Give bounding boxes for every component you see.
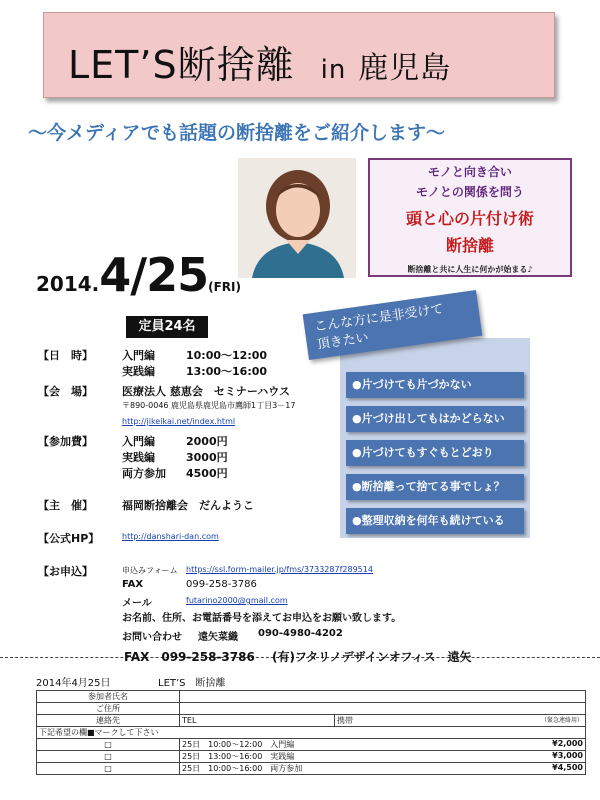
datetime-name-1: 入門編	[122, 349, 155, 362]
datetime-time-1: 10:00～12:00	[186, 349, 268, 362]
date-year: 2014.	[36, 272, 100, 296]
datetime-label: 【日 時】	[38, 349, 93, 362]
form-option-price: ¥2,000	[552, 739, 583, 748]
contact-name: 遠矢菜織	[198, 632, 238, 643]
form-mobile-label: 携帯	[337, 716, 353, 725]
form-option-1	[180, 739, 586, 751]
date-month-day: 4/25	[99, 248, 209, 302]
promo-line-3: 頭と心の片付け術	[405, 209, 534, 228]
form-checkbox-2[interactable]: □	[37, 751, 180, 763]
recommend-item: ●片づけても片づかない	[346, 372, 524, 398]
venue-url-link[interactable]: http://jikeikai.net/index.html	[122, 417, 236, 426]
form-option-time: 25日 10:00～16:00 両方参加	[182, 764, 303, 773]
form-option-time: 25日 13:00～16:00 実践編	[182, 752, 295, 761]
venue-label: 【会 場】	[38, 385, 93, 398]
recommend-item: ●断捨離って捨てる事でしょ？	[346, 474, 524, 500]
form-option-time: 25日 10:00～12:00 入門編	[182, 740, 295, 749]
promo-line-4: 断捨離	[445, 236, 494, 255]
recommend-item: ●片づけ出してもはかどらない	[346, 406, 524, 432]
fee-price-2: 3000円	[186, 451, 228, 464]
form-instruction: 下記希望の欄■マークして下さい	[37, 727, 586, 739]
form-checkbox-1[interactable]: □	[37, 739, 180, 751]
form-tel-field[interactable]	[180, 715, 335, 727]
venue-address: 〒890-0046 鹿児島県鹿児島市鷹師1丁目3－17	[122, 401, 296, 410]
organizer-label: 【主 催】	[38, 499, 93, 512]
form-emergency-note: （緊急連絡用）	[540, 717, 583, 724]
recommend-item: ●片づけてもすぐもとどおり	[346, 440, 524, 466]
fee-name-3: 両方参加	[122, 467, 166, 480]
venue-name: 医療法人 慈恵会 セミナーハウス	[122, 385, 290, 398]
speaker-photo	[238, 158, 356, 278]
promo-box	[368, 158, 572, 277]
apply-form-label: 申込みフォーム	[122, 566, 178, 575]
recommend-item: ●整理収納を何年も続けている	[346, 508, 524, 534]
office-name: (有)フタリノデザインオフィス 遠矢	[272, 650, 472, 664]
subtitle: ～今メディアでも話題の断捨離をご紹介します～	[28, 122, 446, 144]
fee-price-3: 4500円	[186, 467, 228, 480]
title-in: in	[320, 55, 347, 85]
apply-mail-link[interactable]: futarino2000@gmail.com	[186, 596, 288, 605]
page-title	[68, 34, 451, 89]
recommend-heading-line-1: こんな方に是非受けて	[313, 301, 445, 335]
fee-price-1: 2000円	[186, 435, 228, 448]
event-date	[36, 248, 241, 302]
capacity-badge: 定員24名	[126, 316, 208, 338]
apply-note: お名前、住所、お電話番号を添えてお申込をお願い致します。	[122, 613, 402, 624]
fee-name-1: 入門編	[122, 435, 155, 448]
apply-label: 【お申込】	[38, 565, 93, 578]
form-tel-label: TEL	[182, 716, 197, 725]
apply-fax-value: 099-258-3786	[186, 579, 257, 590]
form-date: 2014年4月25日	[36, 678, 111, 689]
form-option-3	[180, 763, 586, 775]
form-option-price: ¥4,500	[552, 763, 583, 772]
fax-number: FAX 099-258-3786	[124, 650, 255, 664]
contact-tel: 090-4980-4202	[258, 628, 343, 639]
form-mobile-field[interactable]	[335, 715, 586, 727]
official-hp-link[interactable]: http://danshari-dan.com	[122, 532, 219, 541]
promo-line-2: モノとの関係を問う	[416, 185, 524, 199]
promo-line-5: 断捨離と共に人生に何かが始まる♪	[407, 265, 533, 274]
organizer-value: 福岡断捨離会 だんようこ	[122, 499, 254, 512]
datetime-time-2: 13:00～16:00	[186, 365, 268, 378]
date-weekday: (FRI)	[208, 280, 241, 294]
form-option-2	[180, 751, 586, 763]
fee-label: 【参加費】	[38, 435, 93, 448]
apply-fax-label: FAX	[122, 579, 144, 590]
form-title: LET’S 断捨離	[158, 678, 226, 689]
application-form	[36, 690, 586, 775]
person-illustration	[238, 158, 356, 278]
promo-line-1: モノと向き合い	[428, 165, 512, 179]
form-address-field[interactable]	[180, 703, 586, 715]
title-city: 鹿児島	[358, 51, 452, 86]
title-text: LET’S断捨離	[68, 43, 295, 87]
apply-form-link[interactable]: https://ssl.form-mailer.jp/fms/3733287f289514	[186, 565, 373, 574]
fee-name-2: 実践編	[122, 451, 155, 464]
recommend-heading-line-2: 頂きたい	[315, 330, 370, 353]
form-name-field[interactable]	[180, 691, 586, 703]
form-option-price: ¥3,000	[552, 751, 583, 760]
contact-label: お問い合わせ	[122, 632, 182, 643]
datetime-name-2: 実践編	[122, 365, 155, 378]
form-contact-label: 連絡先	[37, 715, 180, 727]
form-name-label: 参加者氏名	[37, 691, 180, 703]
form-checkbox-3[interactable]: □	[37, 763, 180, 775]
form-address-label: ご住所	[37, 703, 180, 715]
apply-mail-label: メール	[122, 598, 152, 609]
official-hp-label: 【公式HP】	[38, 532, 100, 545]
